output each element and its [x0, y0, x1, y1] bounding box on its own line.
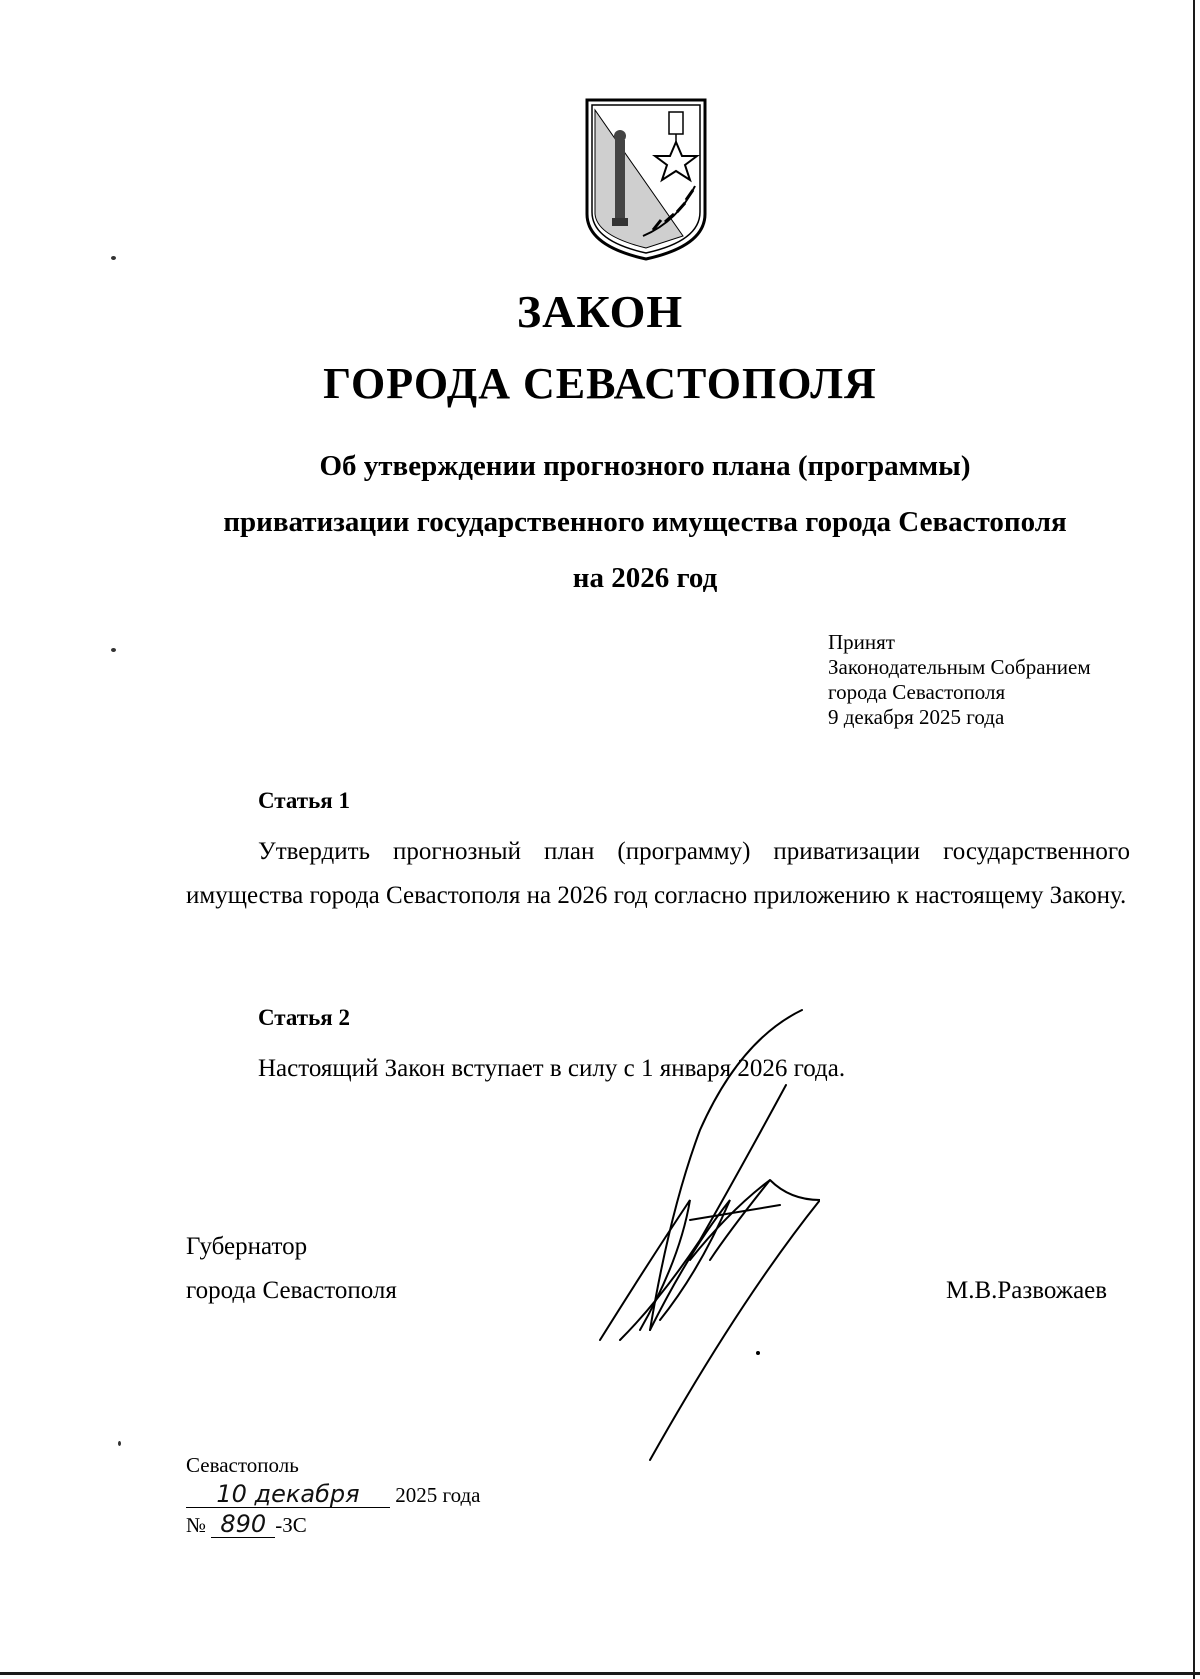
signatory-position-line: города Севастополя	[186, 1277, 397, 1304]
article-1-text: Утвердить прогнозный план (программу) приватизации государственного имущества города Севастополя на 2026 год согласно приложению к настоящему Закону.	[186, 838, 1130, 909]
handwritten-number: 890	[211, 1511, 275, 1538]
law-subject-line: на 2026 год	[572, 562, 718, 594]
scan-speck	[118, 1441, 121, 1446]
adoption-line: города Севастополя	[828, 680, 1006, 704]
signatory-name: М.В.Развожаев	[946, 1277, 1108, 1304]
scan-edge-bottom	[0, 1672, 1200, 1675]
scan-speck	[111, 256, 116, 260]
document-issuer: ГОРОДА СЕВАСТОПОЛЯ	[323, 359, 877, 408]
scan-edge-right	[1193, 0, 1195, 1679]
document-footer	[186, 1450, 481, 1540]
law-subject-line: Об утверждении прогнозного плана (программы)	[319, 450, 971, 482]
handwritten-signature	[590, 1000, 820, 1480]
document-title: ЗАКОН	[516, 286, 684, 337]
article-2-heading: Статья 2	[258, 1005, 350, 1030]
signatory-position-line: Губернатор	[186, 1233, 308, 1260]
date-year: 2025 года	[395, 1483, 481, 1507]
number-suffix: -ЗС	[275, 1513, 307, 1537]
handwritten-date: 10 декабря	[186, 1481, 390, 1508]
article-1-heading: Статья 1	[258, 788, 350, 813]
scan-speck	[111, 648, 116, 652]
article-2-text: Настоящий Закон вступает в силу с 1 января 2026 года.	[258, 1055, 846, 1082]
adoption-line: Законодательным Собранием	[828, 655, 1091, 679]
adoption-note	[828, 630, 1091, 730]
footer-city: Севастополь	[186, 1453, 299, 1477]
footer-number	[186, 1510, 481, 1540]
number-prefix: №	[186, 1513, 207, 1537]
law-subject-line: приватизации государственного имущества города Севастополя	[223, 506, 1067, 538]
law-subject	[160, 438, 1130, 606]
signatory-position	[186, 1225, 397, 1313]
adoption-line: Принят	[828, 630, 895, 654]
footer-date	[186, 1480, 481, 1510]
adoption-line: 9 декабря 2025 года	[828, 705, 1005, 729]
sevastopol-coat-of-arms-emblem	[583, 96, 709, 262]
